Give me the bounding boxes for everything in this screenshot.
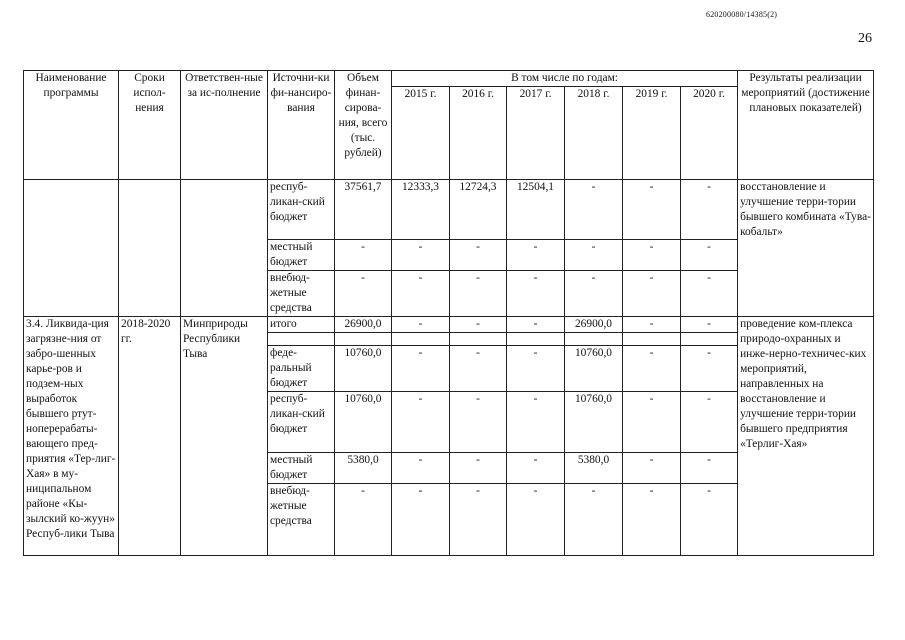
year-cell: - [507, 240, 565, 271]
year-cell: 12724,3 [450, 180, 507, 240]
block2-responsible: Минприроды Республики Тыва [181, 317, 268, 556]
total-cell: 26900,0 [335, 317, 392, 333]
header-sources: Источни-ки фи-нансиро-вания [268, 71, 335, 180]
total-cell: - [335, 240, 392, 271]
year-2016: 2016 г. [450, 87, 507, 180]
year-cell: - [623, 346, 681, 392]
year-cell: - [623, 484, 681, 556]
header-row [24, 71, 874, 87]
year-cell: - [507, 392, 565, 453]
year-cell: - [507, 453, 565, 484]
year-cell: - [681, 346, 738, 392]
year-cell: - [507, 317, 565, 333]
year-cell: - [681, 317, 738, 333]
year-2015: 2015 г. [392, 87, 450, 180]
header-responsible: Ответствен-ные за ис-полнение [181, 71, 268, 180]
year-cell: - [392, 392, 450, 453]
year-cell: 10760,0 [565, 346, 623, 392]
block1-result: восстановление и улучшение терри-тории бывшего комбината «Тува-кобальт» [738, 180, 874, 317]
year-cell: - [681, 392, 738, 453]
total-cell: 5380,0 [335, 453, 392, 484]
block1-terms [119, 180, 181, 317]
total-cell: 37561,7 [335, 180, 392, 240]
year-2018: 2018 г. [565, 87, 623, 180]
year-cell [565, 333, 623, 346]
year-2019: 2019 г. [623, 87, 681, 180]
year-2017: 2017 г. [507, 87, 565, 180]
year-cell: - [623, 271, 681, 317]
year-cell: - [392, 317, 450, 333]
year-cell [507, 333, 565, 346]
year-cell [623, 333, 681, 346]
year-cell: - [623, 240, 681, 271]
year-cell: - [681, 271, 738, 317]
year-cell: - [565, 484, 623, 556]
year-cell: - [623, 317, 681, 333]
page-number: 26 [858, 31, 872, 46]
year-cell [450, 333, 507, 346]
year-cell: - [681, 240, 738, 271]
year-cell: - [392, 346, 450, 392]
header-by-years: В том числе по годам: [392, 71, 738, 87]
document-id: 620200080/14385(2) [706, 10, 778, 19]
source-cell: местный бюджет [268, 240, 335, 271]
year-cell [392, 333, 450, 346]
header-results: Результаты реализации мероприятий (достижение плановых показателей) [738, 71, 874, 180]
year-cell: - [565, 180, 623, 240]
year-cell: - [392, 240, 450, 271]
total-cell: 10760,0 [335, 392, 392, 453]
block1-name [24, 180, 119, 317]
year-cell: - [623, 453, 681, 484]
year-cell: - [392, 484, 450, 556]
header-terms: Сроки испол-нения [119, 71, 181, 180]
block1-responsible [181, 180, 268, 317]
table-row [24, 180, 874, 240]
source-cell: внебюд-жетные средства [268, 484, 335, 556]
source-cell: итого [268, 317, 335, 333]
year-cell: - [450, 271, 507, 317]
year-cell: - [623, 392, 681, 453]
year-cell: 12333,3 [392, 180, 450, 240]
year-cell: 26900,0 [565, 317, 623, 333]
year-cell: - [565, 240, 623, 271]
year-cell: - [392, 453, 450, 484]
table-row [24, 317, 874, 333]
source-cell: местный бюджет [268, 453, 335, 484]
header-volume: Объем финан-сирова-ния, всего (тыс. рублей) [335, 71, 392, 180]
year-cell: - [507, 346, 565, 392]
source-cell: респуб-ликан-ский бюджет [268, 392, 335, 453]
year-2020: 2020 г. [681, 87, 738, 180]
header-name: Наименование программы [24, 71, 119, 180]
year-cell: - [450, 392, 507, 453]
year-cell: - [681, 453, 738, 484]
year-cell: - [450, 346, 507, 392]
year-cell: - [450, 453, 507, 484]
program-table [23, 70, 874, 556]
source-cell: внебюд-жетные средства [268, 271, 335, 317]
source-cell: респуб-ликан-ский бюджет [268, 180, 335, 240]
source-cell: феде-ральный бюджет [268, 346, 335, 392]
year-cell: - [392, 271, 450, 317]
year-cell: - [681, 180, 738, 240]
year-cell: - [565, 271, 623, 317]
year-cell: - [623, 180, 681, 240]
total-cell: - [335, 484, 392, 556]
total-cell: 10760,0 [335, 346, 392, 392]
block2-terms: 2018-2020 гг. [119, 317, 181, 556]
year-cell: 5380,0 [565, 453, 623, 484]
block2-result: проведение ком-плекса природо-охранных и инже-нерно-техничес-ких мероприятий, направленных на восстановление и улучшение терри-тории бывшего предприятия «Терлиг-Хая» [738, 317, 874, 556]
block2-name: 3.4. Ликвида-ция загрязне-ния от забро-шенных карье-ров и подзем-ных выработок бывшего ртут-ноперерабаты-вающего пред-приятия «Тер-лиг-Хая» в му-ниципальном районе «Кы-зылский ко-жуун» Респуб-лики Тыва [24, 317, 119, 556]
total-cell: - [335, 271, 392, 317]
year-cell: - [450, 317, 507, 333]
year-cell: 10760,0 [565, 392, 623, 453]
year-cell: - [681, 484, 738, 556]
year-cell: - [507, 484, 565, 556]
year-cell: 12504,1 [507, 180, 565, 240]
source-cell [268, 333, 335, 346]
year-cell: - [507, 271, 565, 317]
year-cell: - [450, 240, 507, 271]
year-cell: - [450, 484, 507, 556]
total-cell [335, 333, 392, 346]
year-cell [681, 333, 738, 346]
